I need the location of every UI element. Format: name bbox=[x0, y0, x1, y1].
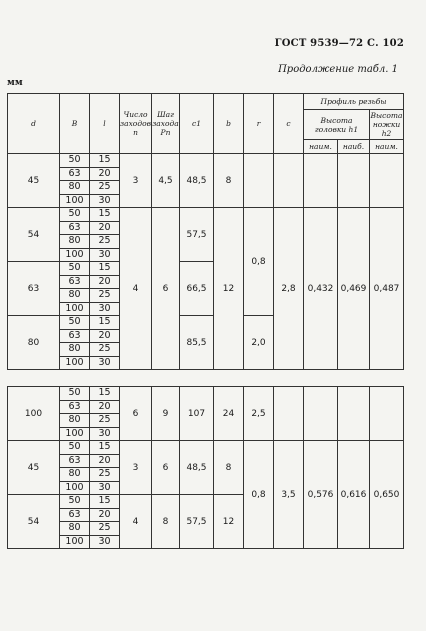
cell-r: 0,8 bbox=[244, 441, 274, 549]
cell-l: 25 bbox=[90, 414, 120, 428]
cell-l: 30 bbox=[90, 427, 120, 441]
cell-l: 15 bbox=[90, 495, 120, 509]
cell-B: 63 bbox=[60, 508, 90, 522]
cell-h2min: 0,487 bbox=[370, 208, 404, 370]
col-header-head-min: наим. bbox=[304, 140, 338, 154]
cell-d: 80 bbox=[8, 316, 60, 370]
cell-B: 80 bbox=[60, 289, 90, 303]
cell-h2min bbox=[370, 387, 404, 441]
cell-d: 63 bbox=[8, 262, 60, 316]
cell-B: 80 bbox=[60, 235, 90, 249]
cell-n: 3 bbox=[120, 154, 152, 208]
dimensions-table-lower bbox=[7, 386, 404, 549]
cell-c bbox=[274, 154, 304, 208]
cell-l: 25 bbox=[90, 289, 120, 303]
unit-label: мм bbox=[7, 78, 23, 88]
cell-B: 63 bbox=[60, 454, 90, 468]
cell-pitch: 4,5 bbox=[152, 154, 180, 208]
cell-pitch: 6 bbox=[152, 208, 180, 370]
cell-r: 0,8 bbox=[244, 208, 274, 316]
col-header-foot-min: наим. bbox=[370, 140, 404, 154]
cell-b: 24 bbox=[214, 387, 244, 441]
cell-c1: 66,5 bbox=[180, 262, 214, 316]
cell-r bbox=[244, 154, 274, 208]
cell-B: 100 bbox=[60, 481, 90, 495]
cell-B: 100 bbox=[60, 356, 90, 370]
cell-h1max: 0,469 bbox=[338, 208, 370, 370]
cell-B: 100 bbox=[60, 427, 90, 441]
cell-c: 3,5 bbox=[274, 441, 304, 549]
cell-r: 2,5 bbox=[244, 387, 274, 441]
cell-h1min: 0,576 bbox=[304, 441, 338, 549]
col-header-pitch: Шаг захода Pn bbox=[152, 94, 180, 154]
cell-c1: 85,5 bbox=[180, 316, 214, 370]
col-header-head-height: Высота головки h1 bbox=[304, 110, 370, 140]
cell-B: 50 bbox=[60, 208, 90, 222]
cell-h2min bbox=[370, 154, 404, 208]
cell-pitch: 8 bbox=[152, 495, 180, 549]
cell-b: 12 bbox=[214, 495, 244, 549]
cell-B: 50 bbox=[60, 262, 90, 276]
cell-l: 30 bbox=[90, 535, 120, 549]
cell-c: 2,8 bbox=[274, 208, 304, 370]
cell-c1: 57,5 bbox=[180, 495, 214, 549]
col-header-head-max: наиб. bbox=[338, 140, 370, 154]
cell-n: 6 bbox=[120, 387, 152, 441]
cell-B: 50 bbox=[60, 495, 90, 509]
cell-B: 80 bbox=[60, 468, 90, 482]
cell-n: 4 bbox=[120, 495, 152, 549]
cell-l: 20 bbox=[90, 400, 120, 414]
cell-b: 12 bbox=[214, 208, 244, 370]
cell-r: 2,0 bbox=[244, 316, 274, 370]
cell-l: 15 bbox=[90, 208, 120, 222]
cell-l: 25 bbox=[90, 235, 120, 249]
cell-h1min bbox=[304, 387, 338, 441]
cell-l: 20 bbox=[90, 508, 120, 522]
cell-B: 63 bbox=[60, 329, 90, 343]
cell-l: 20 bbox=[90, 275, 120, 289]
cell-B: 100 bbox=[60, 248, 90, 262]
cell-l: 15 bbox=[90, 154, 120, 168]
cell-l: 30 bbox=[90, 248, 120, 262]
cell-B: 63 bbox=[60, 167, 90, 181]
cell-c1: 48,5 bbox=[180, 154, 214, 208]
cell-l: 15 bbox=[90, 441, 120, 455]
cell-B: 80 bbox=[60, 181, 90, 195]
cell-l: 20 bbox=[90, 167, 120, 181]
cell-n: 3 bbox=[120, 441, 152, 495]
cell-B: 50 bbox=[60, 387, 90, 401]
cell-l: 15 bbox=[90, 316, 120, 330]
cell-c1: 48,5 bbox=[180, 441, 214, 495]
cell-B: 50 bbox=[60, 316, 90, 330]
cell-l: 25 bbox=[90, 343, 120, 357]
cell-h2min: 0,650 bbox=[370, 441, 404, 549]
col-header-B: B bbox=[60, 94, 90, 154]
cell-l: 30 bbox=[90, 481, 120, 495]
cell-l: 20 bbox=[90, 329, 120, 343]
cell-n: 4 bbox=[120, 208, 152, 370]
cell-h1min bbox=[304, 154, 338, 208]
cell-c1: 57,5 bbox=[180, 208, 214, 262]
cell-h1max: 0,616 bbox=[338, 441, 370, 549]
cell-d: 54 bbox=[8, 495, 60, 549]
cell-B: 100 bbox=[60, 194, 90, 208]
col-header-c: c bbox=[274, 94, 304, 154]
cell-c1: 107 bbox=[180, 387, 214, 441]
cell-B: 50 bbox=[60, 154, 90, 168]
cell-B: 63 bbox=[60, 275, 90, 289]
cell-h1min: 0,432 bbox=[304, 208, 338, 370]
cell-l: 25 bbox=[90, 468, 120, 482]
dimensions-table bbox=[7, 93, 404, 370]
cell-B: 100 bbox=[60, 535, 90, 549]
col-header-foot-height: Высота ножки h2 bbox=[370, 111, 403, 138]
col-header-r: r bbox=[244, 94, 274, 154]
cell-B: 100 bbox=[60, 302, 90, 316]
cell-h1max bbox=[338, 387, 370, 441]
cell-b: 8 bbox=[214, 441, 244, 495]
page-header: ГОСТ 9539—72 С. 102 bbox=[274, 38, 404, 49]
table-continuation-label: Продолжение табл. 1 bbox=[278, 64, 398, 75]
cell-h1max bbox=[338, 154, 370, 208]
cell-l: 25 bbox=[90, 181, 120, 195]
col-header-profile: Профиль резьбы bbox=[304, 94, 404, 110]
col-header-b: b bbox=[214, 94, 244, 154]
cell-d: 54 bbox=[8, 208, 60, 262]
cell-B: 63 bbox=[60, 221, 90, 235]
cell-pitch: 9 bbox=[152, 387, 180, 441]
cell-B: 80 bbox=[60, 414, 90, 428]
col-header-c1: c1 bbox=[180, 94, 214, 154]
col-header-d: d bbox=[8, 94, 60, 154]
cell-B: 63 bbox=[60, 400, 90, 414]
cell-l: 20 bbox=[90, 221, 120, 235]
col-header-l: l bbox=[90, 94, 120, 154]
cell-b: 8 bbox=[214, 154, 244, 208]
cell-d: 100 bbox=[8, 387, 60, 441]
cell-l: 20 bbox=[90, 454, 120, 468]
cell-pitch: 6 bbox=[152, 441, 180, 495]
cell-l: 15 bbox=[90, 262, 120, 276]
cell-l: 30 bbox=[90, 302, 120, 316]
cell-d: 45 bbox=[8, 154, 60, 208]
cell-B: 80 bbox=[60, 522, 90, 536]
cell-l: 25 bbox=[90, 522, 120, 536]
cell-c bbox=[274, 387, 304, 441]
cell-d: 45 bbox=[8, 441, 60, 495]
cell-B: 50 bbox=[60, 441, 90, 455]
col-header-n: Число заходов n bbox=[120, 94, 152, 154]
cell-B: 80 bbox=[60, 343, 90, 357]
cell-l: 30 bbox=[90, 194, 120, 208]
cell-l: 15 bbox=[90, 387, 120, 401]
cell-l: 30 bbox=[90, 356, 120, 370]
